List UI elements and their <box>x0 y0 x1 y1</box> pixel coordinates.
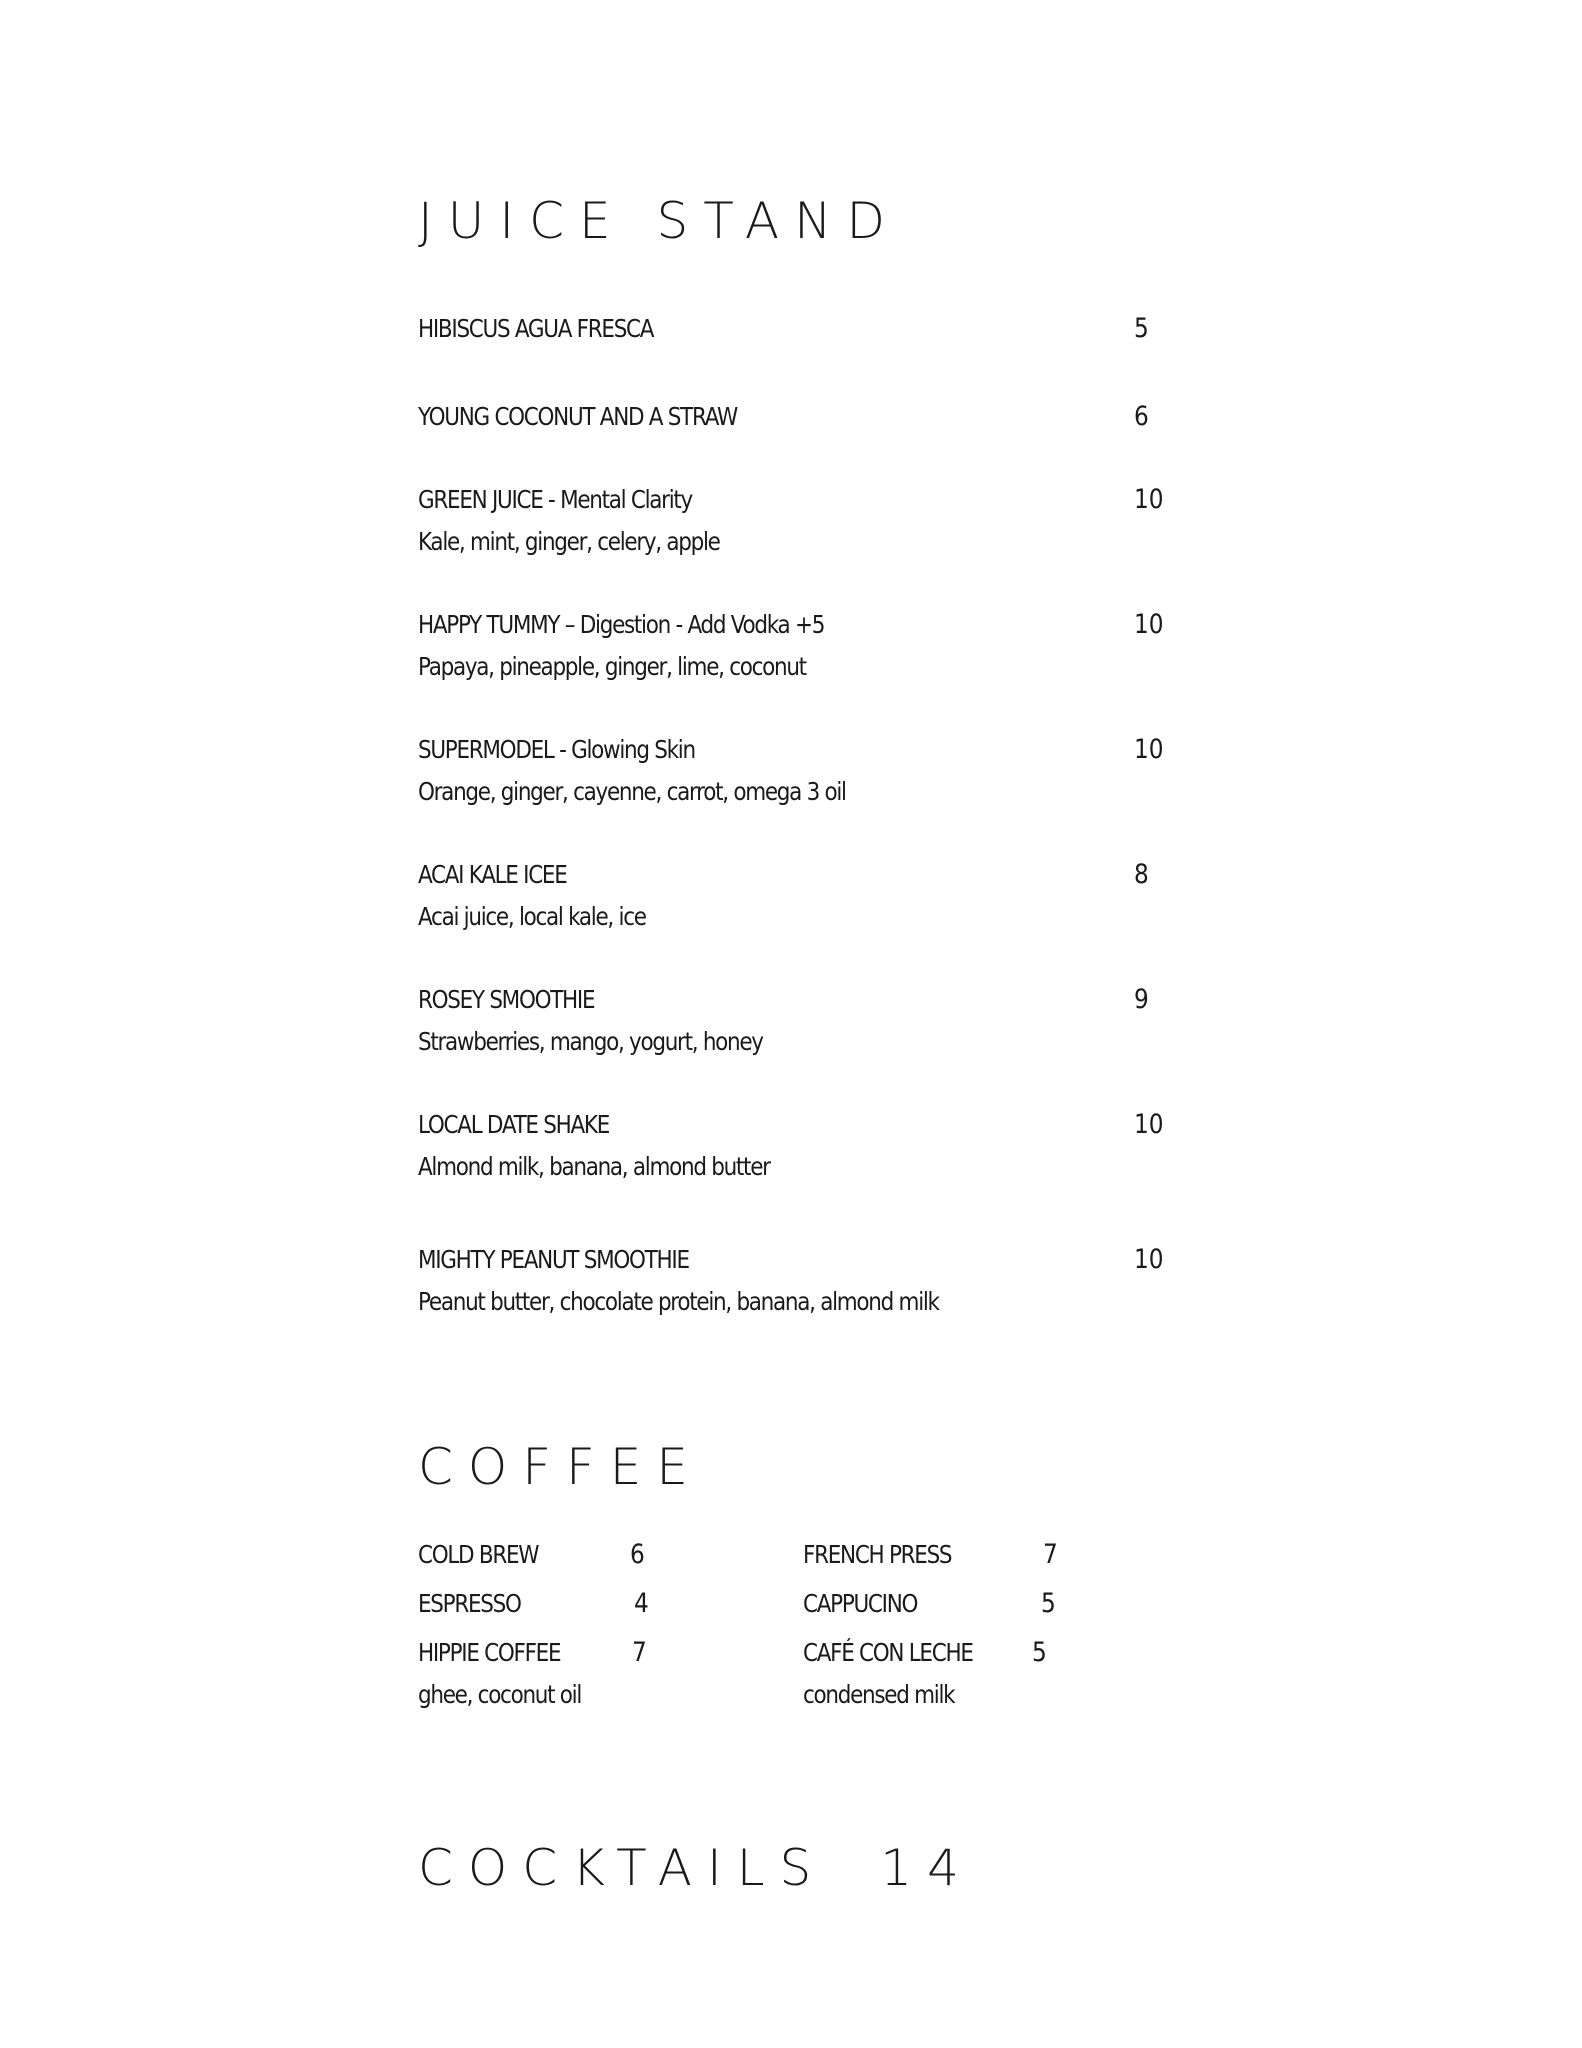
menu-item <box>418 1244 1178 1318</box>
menu-item-price: 10 <box>1134 609 1164 640</box>
coffee-item <box>803 1637 1183 1711</box>
menu-item-price: 5 <box>1134 313 1149 344</box>
coffee-column-right <box>803 1539 1183 1711</box>
coffee-heading <box>418 1438 703 1496</box>
menu-item-name: ROSEY SMOOTHIE <box>418 985 595 1014</box>
coffee-item <box>418 1588 798 1637</box>
menu-item-price: 9 <box>1134 984 1149 1015</box>
menu-item <box>418 609 1178 683</box>
coffee-title: COFFEE <box>418 1438 703 1496</box>
menu-item-name: SUPERMODEL - Glowing Skin <box>418 735 695 764</box>
menu-item <box>418 984 1178 1058</box>
menu-item-name: HAPPY TUMMY – Digestion - Add Vodka +5 <box>418 610 825 639</box>
coffee-item-price: 5 <box>1032 1637 1047 1668</box>
juice-stand-title: JUICE STAND <box>418 192 900 250</box>
menu-item-price: 6 <box>1134 401 1149 432</box>
coffee-item-price: 5 <box>1041 1588 1056 1619</box>
coffee-item-name: CAPPUCINO <box>803 1589 918 1618</box>
menu-item <box>418 859 1178 933</box>
menu-item <box>418 484 1178 558</box>
coffee-item-description: condensed milk <box>803 1680 955 1709</box>
cocktails-heading <box>418 1839 974 1897</box>
juice-stand-heading <box>418 192 900 250</box>
menu-item-description: Almond milk, banana, almond butter <box>418 1152 770 1181</box>
menu-item <box>418 1109 1178 1183</box>
menu-item-price: 10 <box>1134 1244 1164 1275</box>
menu-item-price: 8 <box>1134 859 1149 890</box>
menu-item-description: Papaya, pineapple, ginger, lime, coconut <box>418 652 806 681</box>
coffee-item-price: 7 <box>632 1637 647 1668</box>
menu-item-name: YOUNG COCONUT AND A STRAW <box>418 402 737 431</box>
coffee-item <box>418 1539 798 1588</box>
menu-item-name: LOCAL DATE SHAKE <box>418 1110 610 1139</box>
menu-item-description: Acai juice, local kale, ice <box>418 902 646 931</box>
coffee-item-price: 7 <box>1043 1539 1058 1570</box>
menu-item-price: 10 <box>1134 734 1164 765</box>
menu-item-price: 10 <box>1134 484 1164 515</box>
menu-item-name: ACAI KALE ICEE <box>418 860 567 889</box>
menu-item-description: Kale, mint, ginger, celery, apple <box>418 527 720 556</box>
coffee-item-price: 4 <box>634 1588 649 1619</box>
menu-item-description: Strawberries, mango, yogurt, honey <box>418 1027 763 1056</box>
coffee-column-left <box>418 1539 798 1711</box>
menu-item-price: 10 <box>1134 1109 1164 1140</box>
menu-item-name: MIGHTY PEANUT SMOOTHIE <box>418 1245 689 1274</box>
coffee-item-price: 6 <box>630 1539 645 1570</box>
coffee-item-name: HIPPIE COFFEE <box>418 1638 561 1667</box>
menu-item-description: Peanut butter, chocolate protein, banana, almond milk <box>418 1287 939 1316</box>
menu-page <box>418 0 1218 2048</box>
menu-item-name: HIBISCUS AGUA FRESCA <box>418 314 654 343</box>
menu-item-description: Orange, ginger, cayenne, carrot, omega 3 oil <box>418 777 846 806</box>
menu-item <box>418 734 1178 808</box>
menu-item <box>418 313 1178 345</box>
cocktails-title: COCKTAILS <box>418 1839 827 1897</box>
coffee-item-name: FRENCH PRESS <box>803 1540 952 1569</box>
cocktails-price: 14 <box>880 1839 974 1897</box>
coffee-item-name: CAFÉ CON LECHE <box>803 1638 973 1667</box>
coffee-item <box>803 1539 1183 1588</box>
coffee-item <box>418 1637 798 1711</box>
coffee-item-description: ghee, coconut oil <box>418 1680 582 1709</box>
coffee-item-name: COLD BREW <box>418 1540 539 1569</box>
coffee-item-name: ESPRESSO <box>418 1589 521 1618</box>
menu-item-name: GREEN JUICE - Mental Clarity <box>418 485 692 514</box>
coffee-item <box>803 1588 1183 1637</box>
menu-item <box>418 401 1178 433</box>
